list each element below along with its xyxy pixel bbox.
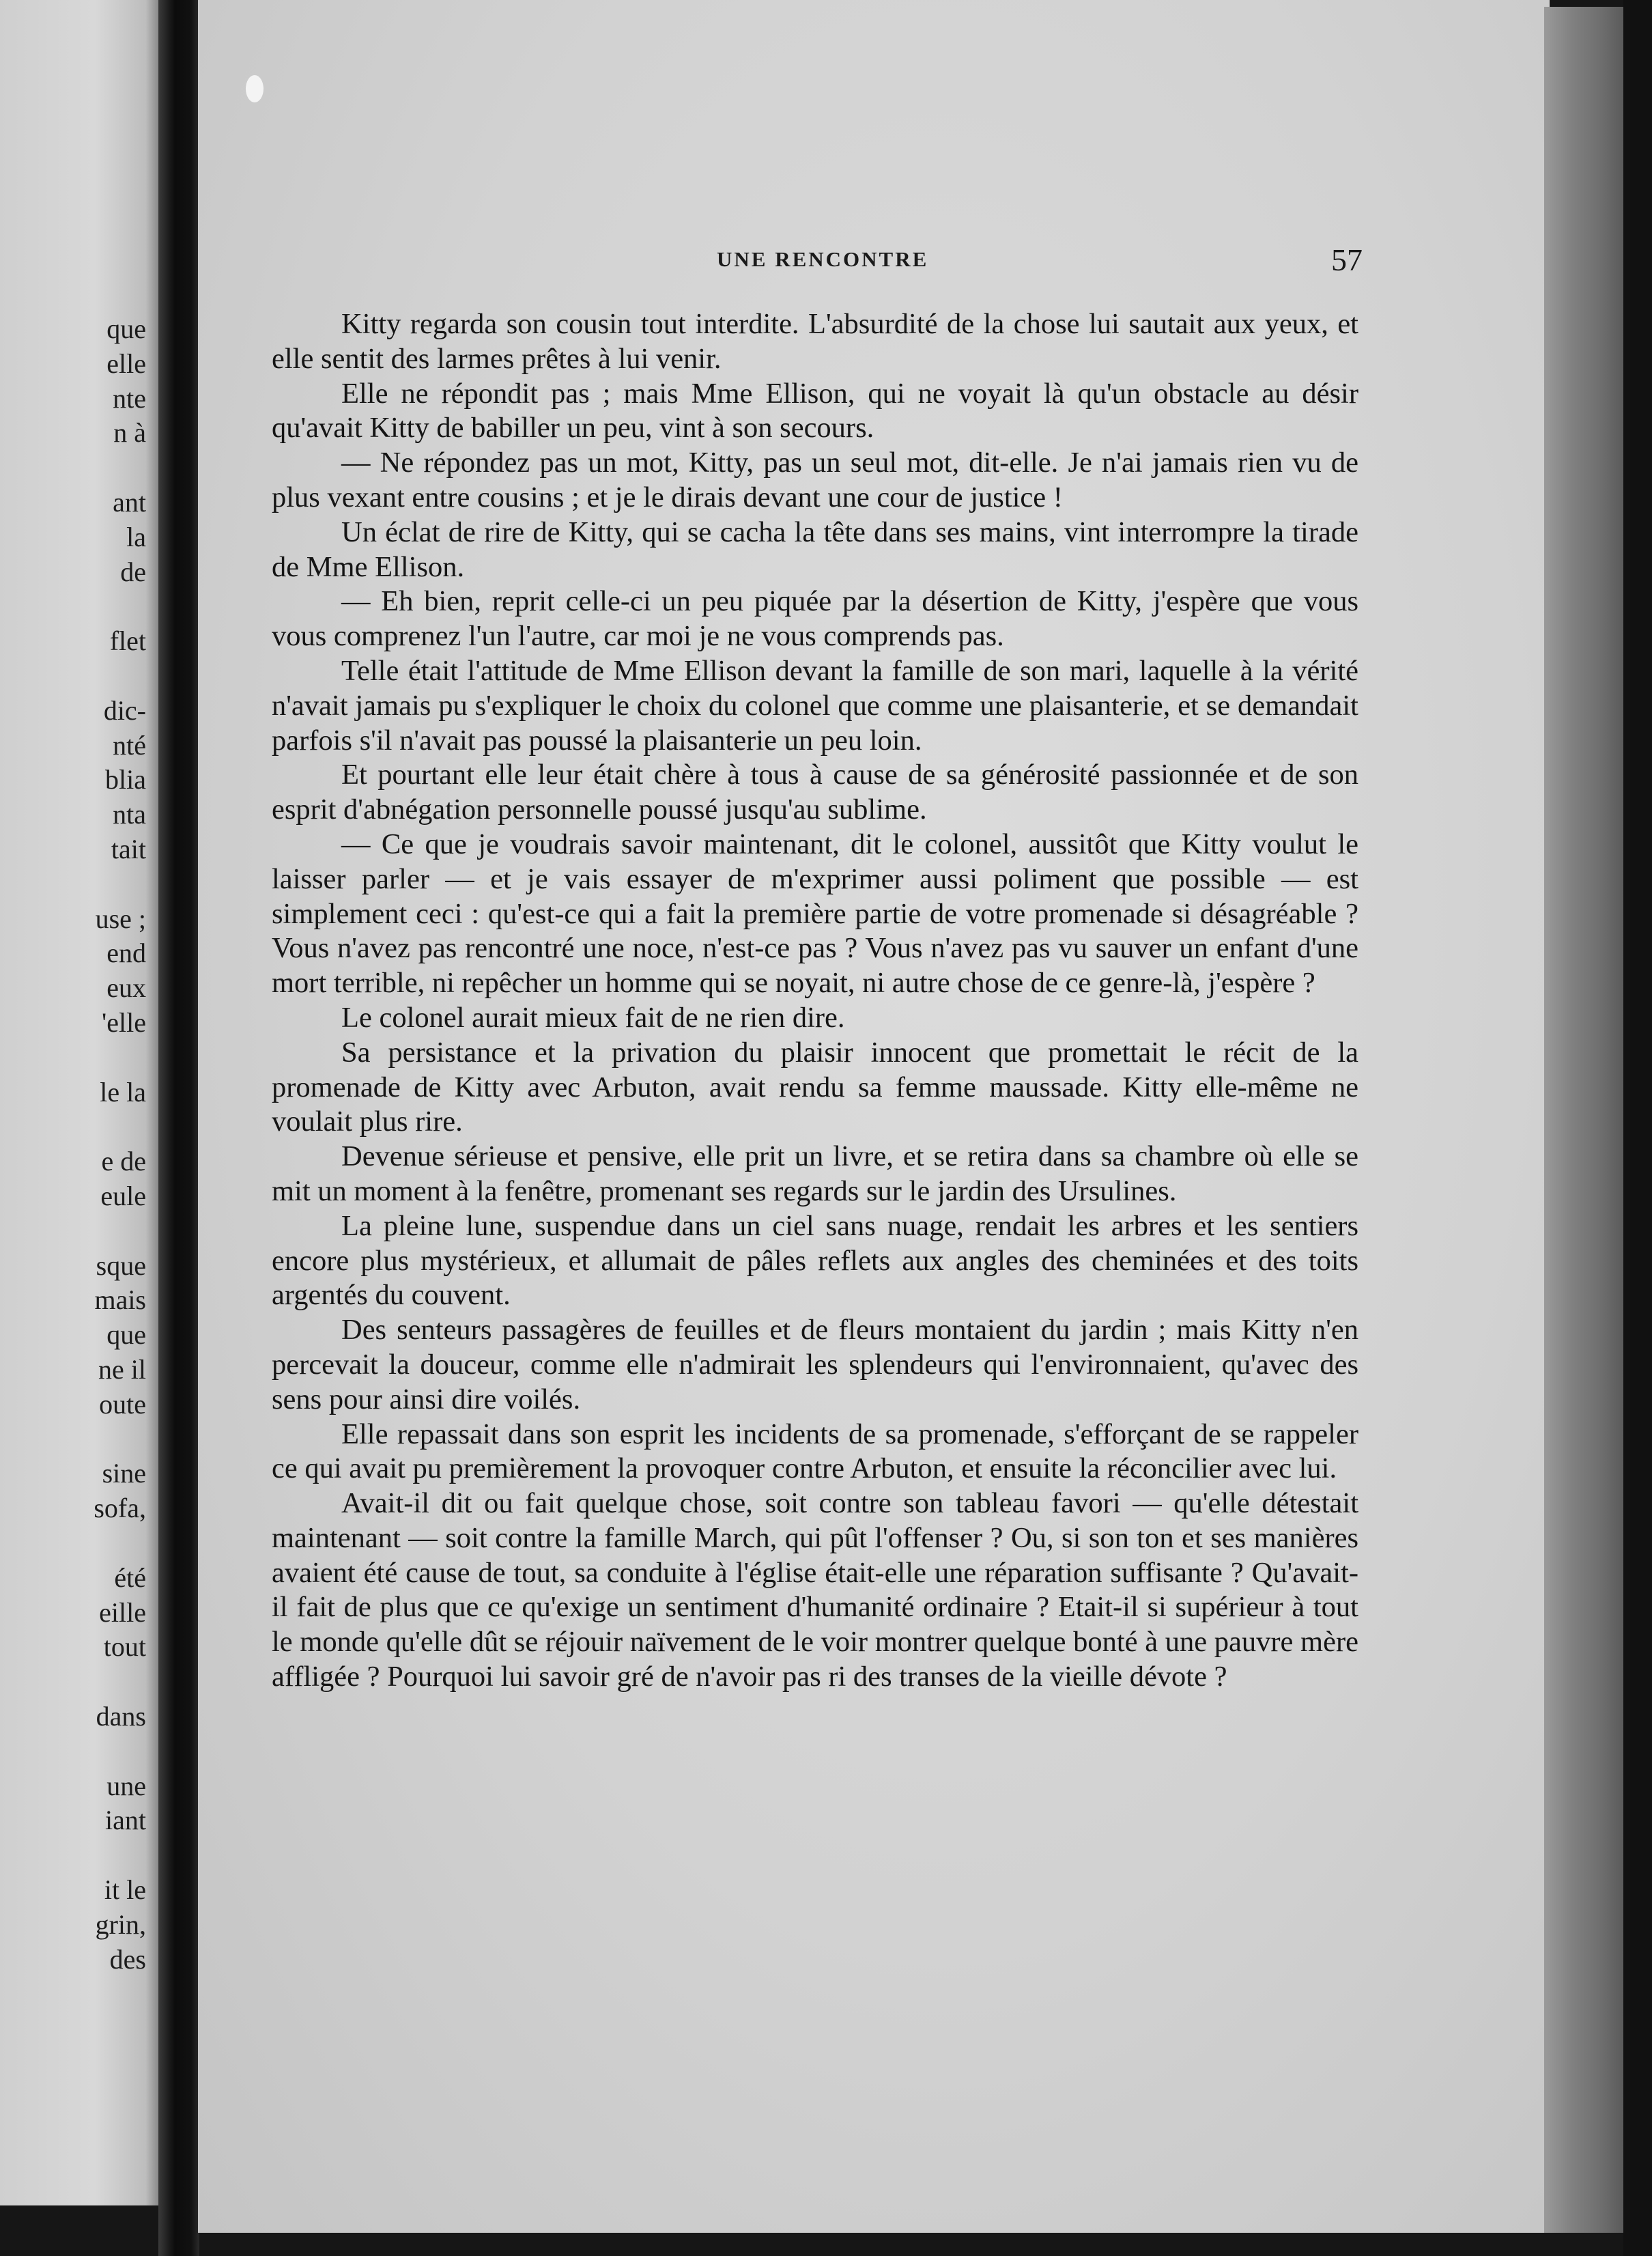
left-page-line-fragment: eule	[100, 1181, 146, 1211]
book-gutter	[158, 0, 199, 2256]
left-page-line-fragment: mais	[94, 1284, 146, 1316]
left-page-line-fragment: dic-	[103, 694, 146, 726]
left-page-line-fragment: une	[106, 1770, 146, 1801]
left-page-line-fragment: que	[106, 1319, 146, 1351]
left-page-line-fragment: n à	[113, 417, 146, 449]
paragraph: Sa persistance et la privation du plaisir innocent que promettait le récit de la promenade de Kitty avec Arbuton, avait rendu sa femme maussade. Kitty elle-même ne voulait plus rire.	[272, 1036, 1358, 1138]
left-page-line-fragment: dans	[96, 1701, 146, 1732]
left-page-line-fragment: le la	[100, 1076, 146, 1108]
paragraph: Et pourtant elle leur était chère à tous à cause de sa générosité passionnée et de son esprit d'abnégation personnelle poussé jusqu'au sublime.	[272, 759, 1358, 826]
paragraph: Elle repassait dans son esprit les incidents de sa promenade, s'efforçant de se rappeler ce qui avait pu premièrement la provoquer contre Arbuton, et ensuite la réconcilier avec lui.	[272, 1418, 1358, 1485]
paragraph: — Ne répondez pas un mot, Kitty, pas un seul mot, dit-elle. Je n'ai jamais rien vu de plus vexant entre cousins ; et je le dirais devant une cour de justice !	[272, 447, 1358, 513]
paragraph: Telle était l'attitude de Mme Ellison devant la famille de son mari, laquelle à la vérité n'avait jamais pu s'expliquer le choix du colonel que comme une plaisanterie, et se demandait parfois s'il n'avait pas poussé la plaisanterie un peu loin.	[272, 654, 1358, 757]
page-edge-stack	[1544, 7, 1626, 2233]
left-page-line-fragment: end	[106, 937, 146, 969]
left-page-line-fragment: iant	[105, 1805, 146, 1836]
left-page-line-fragment: it le	[104, 1874, 146, 1905]
left-page-line-fragment: eux	[106, 972, 146, 1004]
paragraph: Kitty regarda son cousin tout interdite. L'absurdité de la chose lui sautait aux yeux, et elle sentit des larmes prêtes à lui venir.	[272, 308, 1358, 375]
left-page-line-fragment: flet	[109, 625, 146, 657]
left-page-line-fragment: ne il	[98, 1354, 146, 1385]
body-text	[272, 307, 1358, 1695]
page-header	[198, 242, 1550, 281]
running-title: UNE RENCONTRE	[717, 247, 929, 271]
left-page-line-fragment: été	[114, 1562, 146, 1593]
paragraph: Avait-il dit ou fait quelque chose, soit contre son tableau favori — qu'elle détestait maintenant — soit contre la famille March, qui pût l'offenser ? Ou, si son ton et ses manières avaient été cause de tout, sa conduite à l'église était-elle une réparation suffisante ? Qu'avait-il fait de plus que ce qu'exige un sentiment d'humanité ordinaire ? Etait-il si supérieur à tout le monde qu'elle dût se réjouir naïvement de le voir montrer quelque bonté à une pauvre mère affligée ? Pourquoi lui savoir gré de n'avoir pas ri des transes de la vieille dévote ?	[272, 1487, 1358, 1693]
left-page-line-fragment: 'elle	[102, 1007, 146, 1038]
left-page-line-fragment: sque	[96, 1250, 146, 1281]
paragraph: Des senteurs passagères de feuilles et de fleurs montaient du jardin ; mais Kitty n'en percevait la douceur, comme elle n'admirait les splendeurs qui l'environnaient, qu'avec des sens pour ainsi dire voilés.	[272, 1314, 1358, 1415]
left-page-line-fragment: eille	[99, 1596, 146, 1628]
paragraph: — Eh bien, reprit celle-ci un peu piquée par la désertion de Kitty, j'espère que vous vous comprenez l'un l'autre, car moi je ne vous comprends pas.	[272, 585, 1358, 653]
paragraph: — Ce que je voudrais savoir maintenant, dit le colonel, aussitôt que Kitty voulut le laisser parler — et je vais essayer de m'exprimer aussi poliment que possible — est simplement ceci : qu'est-ce qui a fait la première partie de votre promenade si désagréable ? Vous n'avez pas rencontré une noce, n'est-ce pas ? Vous n'avez pas vu sauver un enfant d'une mort terrible, ni repêcher un homme qui se noyait, ni autre chose de ce genre-là, j'espère ?	[272, 828, 1358, 1000]
paper-speck	[246, 75, 264, 102]
left-page-line-fragment: tait	[111, 834, 146, 864]
left-page-fragment	[0, 0, 158, 2205]
left-page-line-fragment: de	[120, 556, 146, 587]
paragraph: Le colonel aurait mieux fait de ne rien dire.	[341, 1001, 845, 1034]
left-page-line-fragment: nta	[113, 799, 146, 830]
paragraph: Devenue sérieuse et pensive, elle prit un livre, et se retira dans sa chambre où elle se mit un moment à la fenêtre, promenant ses regards sur le jardin des Ursulines.	[272, 1140, 1358, 1207]
left-page-line-fragment: oute	[99, 1388, 146, 1420]
left-page-line-fragment: sofa,	[94, 1493, 146, 1524]
left-page-line-fragment: use ;	[95, 903, 146, 934]
left-page-line-fragment: des	[109, 1943, 146, 1975]
left-page-line-fragment: grin,	[95, 1908, 146, 1940]
left-page-line-fragment: elle	[106, 348, 146, 379]
left-page-line-fragment: sine	[102, 1458, 146, 1489]
left-page-line-fragment: nte	[113, 382, 146, 414]
left-page-line-fragment: e de	[101, 1146, 146, 1177]
left-page-line-fragment: tout	[103, 1631, 146, 1663]
left-page-line-fragment: ant	[113, 487, 146, 518]
left-page-line-fragment: nté	[113, 729, 146, 761]
paragraph: Elle ne répondit pas ; mais Mme Ellison, qui ne voyait là qu'un obstacle au désir qu'avait Kitty de babiller un peu, vint à son secours.	[272, 377, 1358, 445]
scan-border	[1623, 0, 1652, 2256]
paragraph: La pleine lune, suspendue dans un ciel sans nuage, rendait les arbres et les sentiers encore plus mystérieux, et allumait de pâles reflets aux angles des cheminées et des toits argentés du couvent.	[272, 1209, 1358, 1312]
paragraph: Un éclat de rire de Kitty, qui se cacha la tête dans ses mains, vint interrompre la tirade de Mme Ellison.	[272, 516, 1358, 583]
left-page-line-fragment: que	[106, 313, 146, 344]
page-number: 57	[1331, 242, 1363, 277]
left-page-line-fragment: blia	[105, 764, 146, 795]
left-page-line-fragment: la	[126, 521, 146, 552]
